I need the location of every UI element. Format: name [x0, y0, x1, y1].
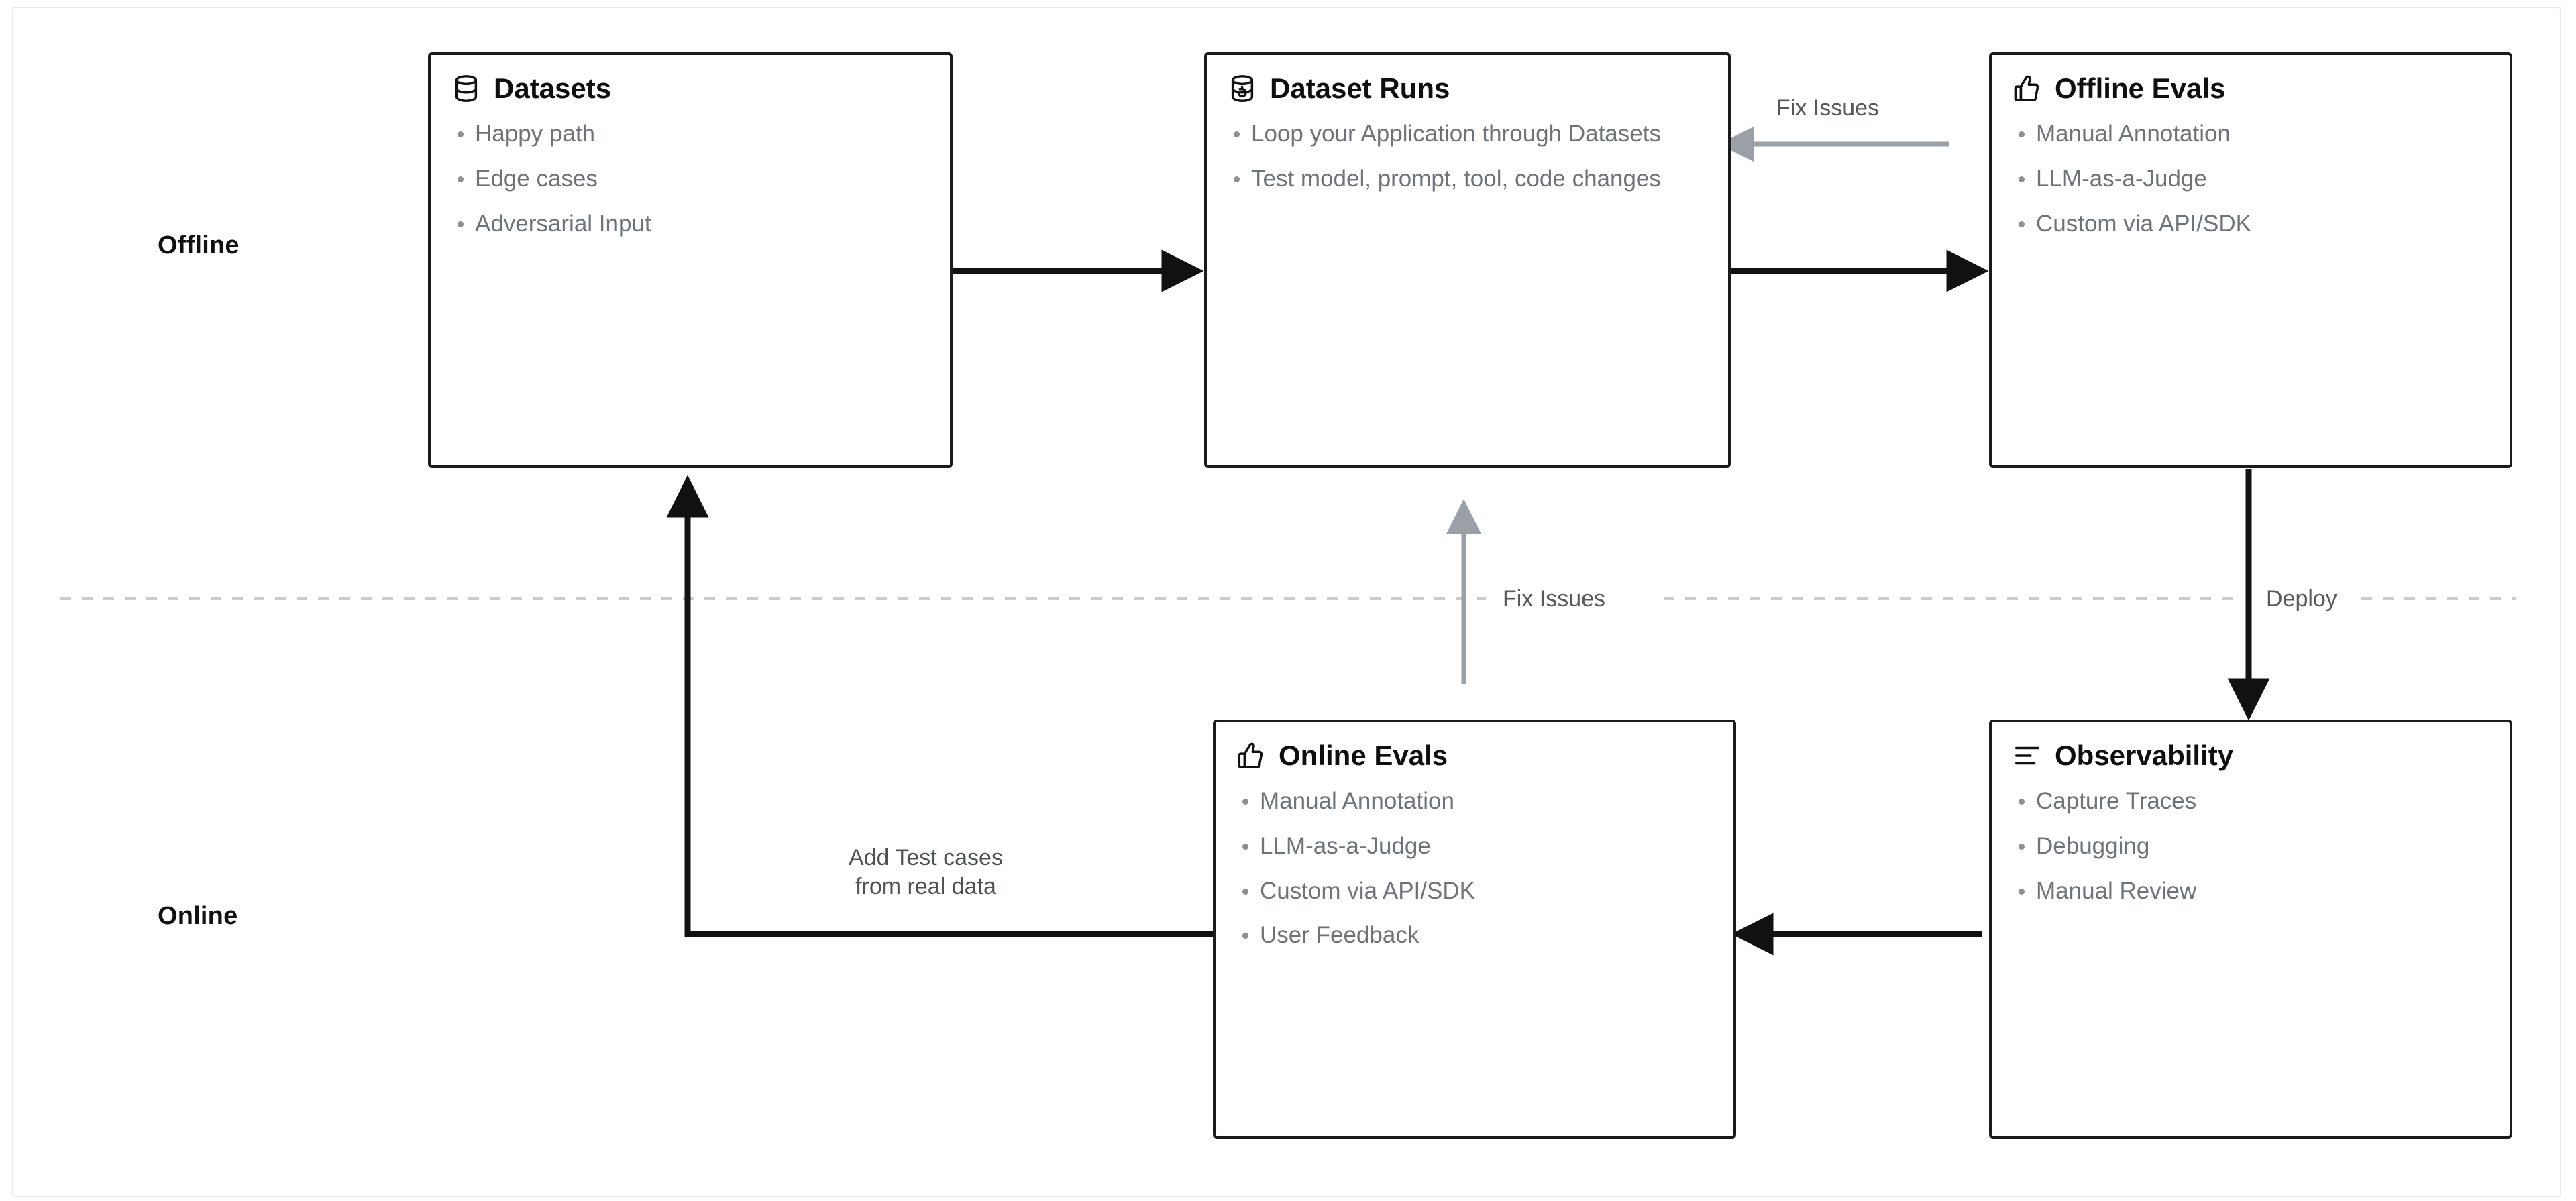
node-offline-evals[interactable] — [1989, 52, 2512, 468]
node-online-evals[interactable] — [1213, 720, 1736, 1139]
list-item: Happy path — [451, 119, 930, 150]
node-offline-evals-header — [2012, 72, 2489, 105]
list-lines-icon — [2012, 740, 2043, 771]
node-observability-title: Observability — [2055, 740, 2234, 771]
lane-label-offline: Offline — [158, 231, 239, 260]
database-refresh-icon — [1227, 73, 1258, 104]
node-datasets-header — [451, 72, 930, 105]
list-item: LLM-as-a-Judge — [1236, 832, 1713, 862]
list-item: LLM-as-a-Judge — [2012, 164, 2489, 194]
node-datasets-title: Datasets — [494, 72, 612, 104]
list-item: Adversarial Input — [451, 209, 930, 239]
node-datasets[interactable] — [428, 52, 953, 468]
node-online-evals-header — [1236, 740, 1713, 772]
thumbs-up-icon — [1236, 740, 1267, 771]
node-observability-header — [2012, 740, 2489, 772]
node-observability[interactable] — [1989, 720, 2512, 1139]
list-item: Capture Traces — [2012, 787, 2489, 817]
list-item: Debugging — [2012, 832, 2489, 862]
thumbs-up-icon — [2012, 73, 2043, 104]
node-online-evals-list — [1236, 787, 1713, 951]
edge-label-deploy: Deploy — [2266, 586, 2337, 612]
edge-label-add-test-cases-line1: Add Test cases — [849, 845, 1003, 870]
node-observability-list — [2012, 787, 2489, 906]
list-item: Edge cases — [451, 164, 930, 194]
node-dataset-runs-title: Dataset Runs — [1270, 72, 1450, 104]
edge-label-fix-issues-middle: Fix Issues — [1503, 586, 1606, 612]
node-dataset-runs-list — [1227, 119, 1708, 194]
list-item: Loop your Application through Datasets — [1227, 119, 1708, 150]
edge-label-add-test-cases-line2: from real data — [855, 873, 996, 899]
list-item: Test model, prompt, tool, code changes — [1227, 164, 1708, 194]
list-item: User Feedback — [1236, 921, 1713, 951]
lane-label-online: Online — [158, 902, 238, 930]
database-icon — [451, 73, 482, 104]
list-item: Manual Review — [2012, 876, 2489, 907]
edge-label-fix-issues-top: Fix Issues — [1776, 95, 1880, 121]
list-item: Manual Annotation — [2012, 119, 2489, 150]
list-item: Custom via API/SDK — [1236, 876, 1713, 907]
node-dataset-runs-header — [1227, 72, 1708, 105]
node-dataset-runs[interactable] — [1204, 52, 1731, 468]
list-item: Custom via API/SDK — [2012, 209, 2489, 239]
list-item: Manual Annotation — [1236, 787, 1713, 817]
node-offline-evals-title: Offline Evals — [2055, 72, 2226, 104]
node-online-evals-title: Online Evals — [1279, 740, 1448, 771]
node-datasets-list — [451, 119, 930, 239]
edge-label-add-test-cases — [808, 844, 1043, 901]
node-offline-evals-list — [2012, 119, 2489, 239]
